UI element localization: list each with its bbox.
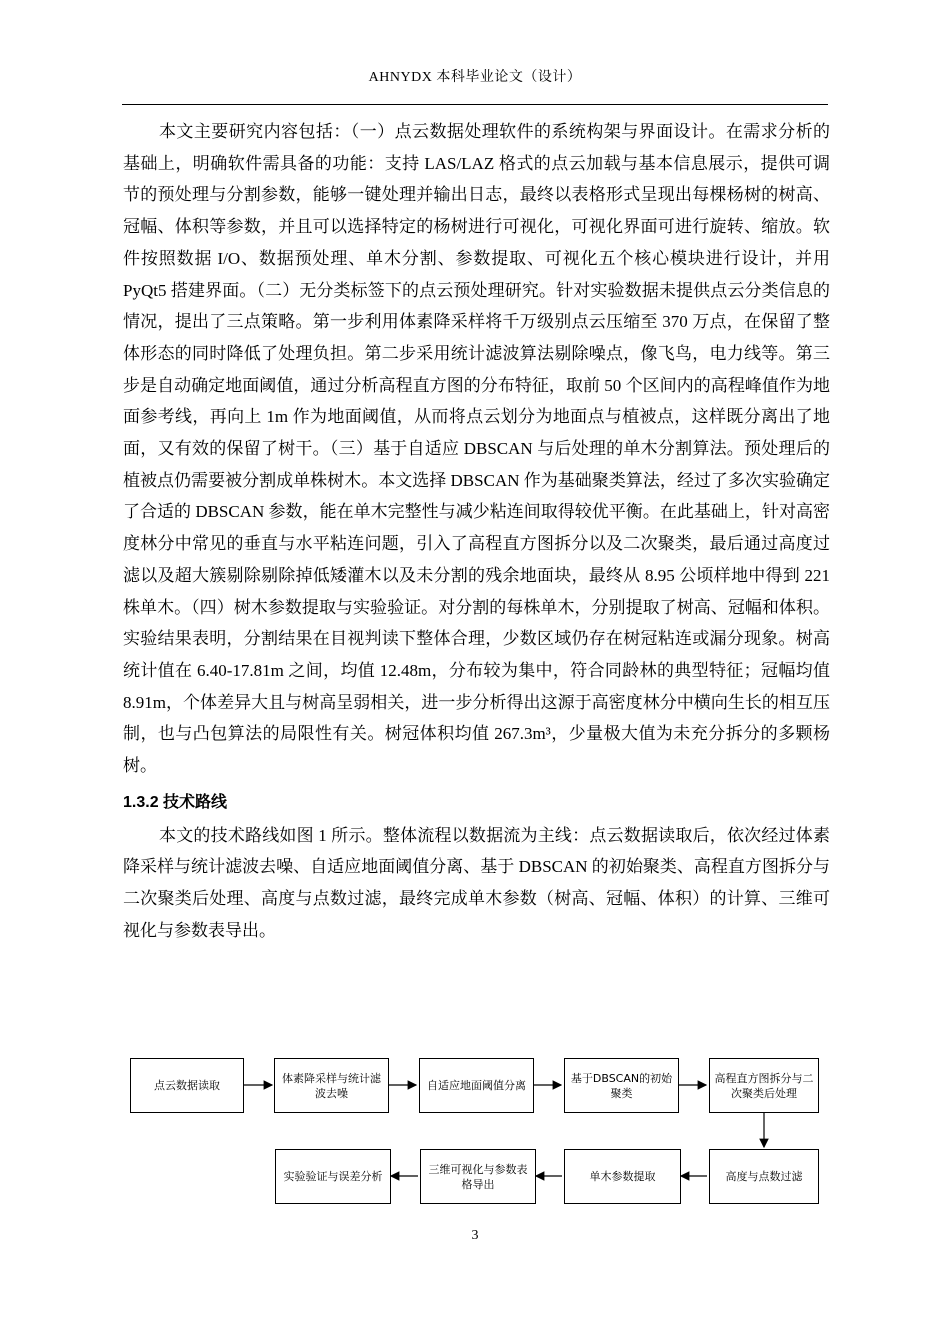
flow-step-postprocess: 高程直方图拆分与二次聚类后处理 — [709, 1058, 819, 1113]
technical-route-flowchart — [120, 1050, 830, 1210]
flow-step-denoise: 体素降采样与统计滤波去噪 — [274, 1058, 389, 1113]
page-number: 3 — [471, 1228, 479, 1243]
body-text — [123, 116, 830, 947]
flow-step-read: 点云数据读取 — [130, 1058, 244, 1113]
flow-step-filtering: 高度与点数过滤 — [709, 1149, 819, 1204]
section-heading: 1.3.2 技术路线 — [123, 793, 228, 811]
flow-step-validation: 实验验证与误差分析 — [275, 1149, 391, 1204]
flow-step-visualization-export: 三维可视化与参数表格导出 — [420, 1149, 536, 1204]
paragraph-technical-route: 本文的技术路线如图 1 所示。整体流程以数据流为主线：点云数据读取后，依次经过体素降采样与统计滤波去噪、自适应地面阈值分离、基于 DBSCAN 的初始聚类、高程直方图拆分与二次聚类后处理、高度与点数过滤，最终完成单木参数（树高、冠幅、体积）的计算、三维可视化与参数表导出。 — [123, 825, 830, 940]
flow-step-dbscan: 基于DBSCAN的初始聚类 — [564, 1058, 679, 1113]
running-header: AHNYDX 本科毕业论文（设计） — [368, 70, 582, 85]
flow-step-ground-separation: 自适应地面阈值分离 — [419, 1058, 534, 1113]
header-rule — [122, 104, 828, 105]
flow-step-parameter-extraction: 单木参数提取 — [564, 1149, 681, 1204]
paragraph-research-content: 本文主要研究内容包括：（一）点云数据处理软件的系统构架与界面设计。在需求分析的基础上，明确软件需具备的功能：支持 LAS/LAZ 格式的点云加载与基本信息展示，提供可调节的预处理与分割参数，能够一键处理并输出日志，最终以表格形式呈现出每棵杨树的树高、冠幅、体积等参数，并且可以选择特定的杨树进行可视化，可视化界面可进行旋转、缩放。软件按照数据 I/O、数据预处理、单木分割、参数提取、可视化五个核心模块进行设计，并用 PyQt5 搭建界面。（二）无分类标签下的点云预处理研究。针对实验数据未提供点云分类信息的情况，提出了三点策略。第一步利用体素降采样将千万级别点云压缩至 370 万点，在保留了整体形态的同时降低了处理负担。第二步采用统计滤波算法剔除噪点，像飞鸟，电力线等。第三步是自动确定地面阈值，通过分析高程直方图的分布特征，取前 50 个区间内的高程峰值作为地面参考线，再向上 1m 作为地面阈值，从而将点云划分为地面点与植被点，这样既分离出了地面，又有效的保留了树干。（三）基于自适应 DBSCAN 与后处理的单木分割算法。预处理后的植被点仍需要被分割成单株树木。本文选择 DBSCAN 作为基础聚类算法，经过了多次实验确定了合适的 DBSCAN 参数，能在单木完整性与减少粘连间取得较优平衡。在此基础上，针对高密度林分中常见的垂直与水平粘连问题，引入了高程直方图拆分以及二次聚类，最后通过高度过滤以及超大簇剔除剔除掉低矮灌木以及未分割的残余地面块，最终从 8.95 公顷样地中得到 221 株单木。（四）树木参数提取与实验验证。对分割的每株单木，分别提取了树高、冠幅和体积。实验结果表明，分割结果在目视判读下整体合理，少数区域仍存在树冠粘连或漏分现象。树高统计值在 6.40-17.81m 之间，均值 12.48m，分布较为集中，符合同龄林的典型特征；冠幅均值 8.91m，个体差异大且与树高呈弱相关，进一步分析得出这源于高密度林分中横向生长的相互压制，也与凸包算法的局限性有关。树冠体积均值 267.3m³，少量极大值为未充分拆分的多颗杨树。 — [123, 122, 830, 776]
